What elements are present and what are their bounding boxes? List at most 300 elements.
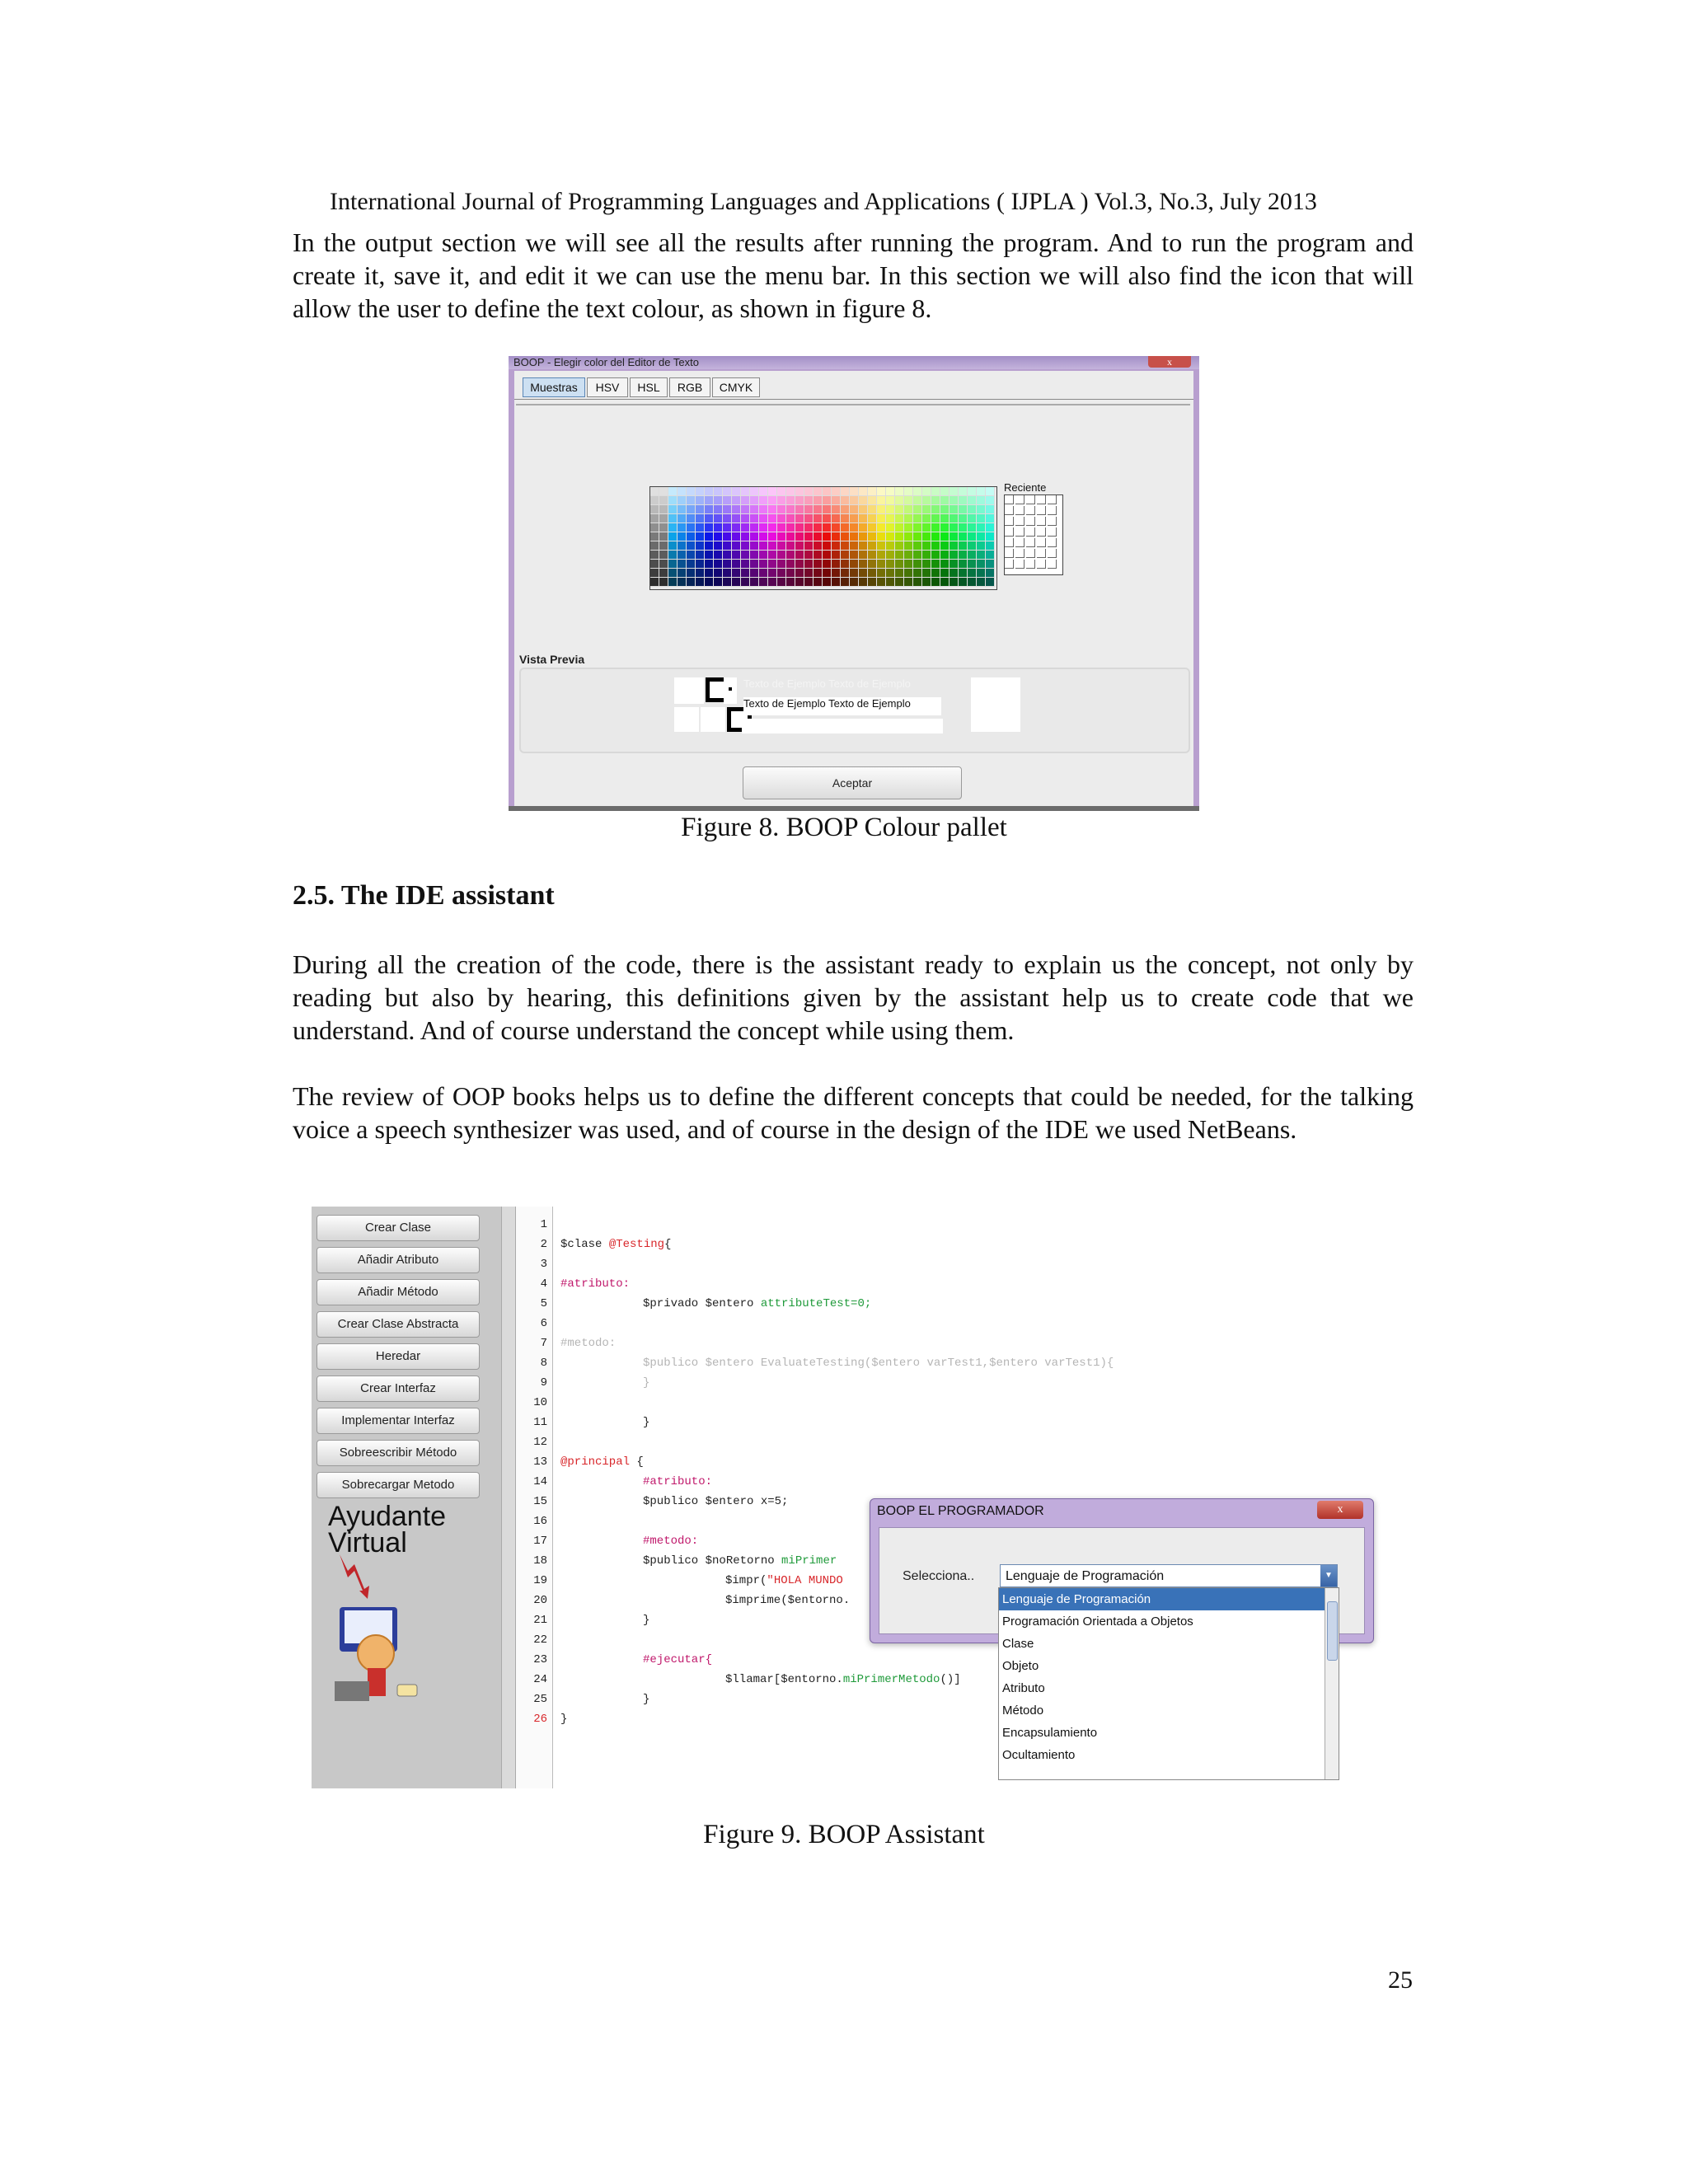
colour-swatch[interactable] (768, 514, 777, 523)
colour-swatch[interactable] (832, 578, 841, 587)
colour-swatch[interactable] (741, 487, 750, 496)
code-line-26[interactable]: } (560, 1713, 568, 1726)
colour-swatch[interactable] (895, 569, 904, 578)
colour-swatch[interactable] (886, 532, 895, 541)
colour-swatch[interactable] (977, 551, 986, 560)
colour-swatch[interactable] (705, 560, 714, 569)
colour-swatch[interactable] (940, 578, 950, 587)
colour-swatch[interactable] (668, 541, 678, 551)
colour-swatch[interactable] (823, 532, 832, 541)
colour-swatch[interactable] (868, 560, 877, 569)
colour-swatch[interactable] (940, 560, 950, 569)
colour-swatch[interactable] (832, 560, 841, 569)
colour-swatch[interactable] (895, 514, 904, 523)
colour-swatch[interactable] (904, 496, 913, 505)
colour-swatch[interactable] (823, 514, 832, 523)
colour-swatch[interactable] (968, 569, 977, 578)
colour-swatch[interactable] (877, 560, 886, 569)
colour-swatch[interactable] (768, 541, 777, 551)
colour-swatch[interactable] (886, 541, 895, 551)
colour-swatch[interactable] (823, 578, 832, 587)
colour-swatch[interactable] (795, 541, 804, 551)
colour-swatch[interactable] (968, 578, 977, 587)
colour-swatch[interactable] (823, 541, 832, 551)
colour-swatch[interactable] (741, 523, 750, 532)
colour-swatch[interactable] (678, 487, 687, 496)
dropdown-scrollbar[interactable] (1325, 1588, 1339, 1779)
colour-swatch[interactable] (687, 569, 696, 578)
colour-swatch[interactable] (804, 496, 814, 505)
colour-swatch[interactable] (732, 496, 741, 505)
colour-swatch[interactable] (777, 523, 786, 532)
colour-swatch[interactable] (678, 532, 687, 541)
colour-swatch[interactable] (877, 514, 886, 523)
colour-swatch[interactable] (668, 569, 678, 578)
colour-swatch[interactable] (723, 496, 732, 505)
colour-swatch[interactable] (768, 569, 777, 578)
colour-swatch[interactable] (741, 578, 750, 587)
code-line-5[interactable] (643, 1297, 871, 1310)
recent-swatch[interactable] (1048, 517, 1057, 526)
colour-swatch[interactable] (659, 505, 668, 514)
colour-swatch[interactable] (877, 487, 886, 496)
recent-swatch[interactable] (1015, 560, 1025, 569)
dropdown-option[interactable]: Encapsulamiento (1002, 1726, 1098, 1740)
colour-swatch[interactable] (741, 505, 750, 514)
colour-swatch[interactable] (668, 523, 678, 532)
close-icon[interactable]: x (1317, 1501, 1363, 1519)
colour-swatch[interactable] (650, 541, 659, 551)
colour-swatch[interactable] (759, 505, 768, 514)
colour-swatch[interactable] (795, 560, 804, 569)
colour-swatch[interactable] (696, 514, 705, 523)
colour-swatch[interactable] (886, 578, 895, 587)
create-abstract-class-button[interactable]: Crear Clase Abstracta (316, 1311, 480, 1338)
colour-swatch[interactable] (777, 541, 786, 551)
code-line-25[interactable]: } (643, 1693, 650, 1706)
colour-swatch[interactable] (650, 560, 659, 569)
colour-swatch[interactable] (650, 523, 659, 532)
colour-swatch[interactable] (659, 551, 668, 560)
colour-swatch[interactable] (940, 487, 950, 496)
colour-swatch[interactable] (786, 487, 795, 496)
colour-swatch[interactable] (714, 505, 723, 514)
colour-swatch[interactable] (886, 496, 895, 505)
dropdown-option[interactable]: Lenguaje de Programación (999, 1588, 1327, 1610)
recent-swatch[interactable] (1005, 538, 1014, 547)
recent-swatch[interactable] (1037, 560, 1046, 569)
colour-swatch[interactable] (823, 496, 832, 505)
colour-swatch[interactable] (977, 578, 986, 587)
colour-swatch[interactable] (886, 487, 895, 496)
colour-swatch[interactable] (868, 551, 877, 560)
recent-swatch[interactable] (1005, 506, 1014, 515)
colour-swatch[interactable] (741, 532, 750, 541)
colour-swatch[interactable] (895, 578, 904, 587)
code-line-2[interactable] (560, 1238, 671, 1251)
colour-swatch[interactable] (696, 487, 705, 496)
colour-swatch[interactable] (823, 505, 832, 514)
colour-swatch[interactable] (850, 578, 859, 587)
colour-swatch[interactable] (986, 523, 995, 532)
recent-swatch[interactable] (1048, 538, 1057, 547)
colour-swatch[interactable] (922, 514, 931, 523)
colour-swatch[interactable] (696, 569, 705, 578)
colour-swatch[interactable] (723, 532, 732, 541)
colour-swatch[interactable] (986, 496, 995, 505)
tab-muestras[interactable]: Muestras (523, 377, 585, 397)
colour-swatch[interactable] (922, 578, 931, 587)
colour-swatch[interactable] (759, 523, 768, 532)
colour-swatch[interactable] (668, 551, 678, 560)
colour-swatch[interactable] (868, 523, 877, 532)
colour-swatch[interactable] (678, 541, 687, 551)
colour-swatch[interactable] (940, 532, 950, 541)
colour-swatch[interactable] (832, 487, 841, 496)
dropdown-option[interactable]: Atributo (1002, 1681, 1045, 1695)
colour-swatch[interactable] (940, 541, 950, 551)
colour-swatch[interactable] (850, 560, 859, 569)
colour-swatch[interactable] (696, 551, 705, 560)
colour-swatch[interactable] (841, 569, 850, 578)
recent-swatch[interactable] (1026, 549, 1035, 558)
colour-swatch[interactable] (977, 514, 986, 523)
colour-swatch[interactable] (696, 578, 705, 587)
colour-swatch[interactable] (931, 578, 940, 587)
colour-swatch[interactable] (650, 514, 659, 523)
colour-swatch[interactable] (723, 487, 732, 496)
recent-swatch[interactable] (1037, 538, 1046, 547)
colour-swatch[interactable] (868, 505, 877, 514)
colour-swatch[interactable] (814, 514, 823, 523)
colour-swatch[interactable] (804, 560, 814, 569)
colour-swatch[interactable] (950, 560, 959, 569)
colour-swatch[interactable] (895, 505, 904, 514)
add-method-button[interactable]: Añadir Método (316, 1279, 480, 1305)
recent-swatch[interactable] (1048, 506, 1057, 515)
colour-swatch[interactable] (659, 578, 668, 587)
colour-swatch[interactable] (768, 496, 777, 505)
colour-swatch[interactable] (696, 560, 705, 569)
colour-swatch[interactable] (659, 523, 668, 532)
colour-swatch[interactable] (950, 532, 959, 541)
colour-swatch[interactable] (668, 514, 678, 523)
colour-swatch[interactable] (668, 578, 678, 587)
colour-swatch[interactable] (968, 551, 977, 560)
colour-swatch[interactable] (750, 578, 759, 587)
colour-swatch[interactable] (659, 560, 668, 569)
recent-swatch[interactable] (1037, 549, 1046, 558)
colour-swatch[interactable] (705, 496, 714, 505)
colour-swatch[interactable] (804, 514, 814, 523)
colour-swatch[interactable] (977, 505, 986, 514)
colour-swatch[interactable] (723, 505, 732, 514)
colour-swatch[interactable] (977, 532, 986, 541)
colour-swatch[interactable] (868, 496, 877, 505)
colour-swatch[interactable] (759, 560, 768, 569)
colour-swatch[interactable] (804, 551, 814, 560)
colour-swatch[interactable] (868, 578, 877, 587)
tab-hsl[interactable]: HSL (630, 377, 668, 397)
colour-swatch[interactable] (768, 578, 777, 587)
colour-swatch[interactable] (832, 532, 841, 541)
colour-swatch[interactable] (841, 532, 850, 541)
colour-swatch[interactable] (750, 569, 759, 578)
colour-swatch[interactable] (732, 532, 741, 541)
colour-swatch[interactable] (650, 569, 659, 578)
colour-swatch[interactable] (750, 514, 759, 523)
colour-swatch[interactable] (959, 532, 968, 541)
colour-swatch[interactable] (986, 514, 995, 523)
colour-swatch[interactable] (968, 514, 977, 523)
colour-swatch[interactable] (705, 487, 714, 496)
colour-swatch[interactable] (859, 578, 868, 587)
colour-swatch[interactable] (696, 532, 705, 541)
implement-interface-button[interactable]: Implementar Interfaz (316, 1408, 480, 1434)
colour-swatch[interactable] (678, 560, 687, 569)
colour-swatch[interactable] (832, 514, 841, 523)
colour-swatch[interactable] (705, 578, 714, 587)
scrollbar-thumb[interactable] (1327, 1601, 1338, 1661)
colour-swatch[interactable] (768, 560, 777, 569)
colour-swatch[interactable] (759, 569, 768, 578)
colour-swatch[interactable] (795, 496, 804, 505)
chevron-down-icon[interactable]: ▼ (1320, 1565, 1337, 1586)
colour-swatch[interactable] (850, 505, 859, 514)
colour-swatch[interactable] (832, 523, 841, 532)
colour-swatch[interactable] (922, 532, 931, 541)
colour-swatch[interactable] (968, 496, 977, 505)
colour-swatch[interactable] (850, 487, 859, 496)
colour-swatch[interactable] (687, 496, 696, 505)
colour-swatch[interactable] (777, 496, 786, 505)
colour-swatch[interactable] (868, 541, 877, 551)
colour-swatch[interactable] (986, 541, 995, 551)
colour-swatch[interactable] (895, 487, 904, 496)
colour-swatch[interactable] (750, 505, 759, 514)
colour-swatch[interactable] (732, 560, 741, 569)
colour-swatch[interactable] (886, 569, 895, 578)
colour-swatch[interactable] (705, 523, 714, 532)
colour-swatch[interactable] (750, 487, 759, 496)
colour-swatch[interactable] (696, 523, 705, 532)
code-line-15[interactable]: $publico $entero x=5; (643, 1495, 789, 1508)
colour-swatch[interactable] (986, 505, 995, 514)
colour-swatch[interactable] (931, 514, 940, 523)
colour-swatch[interactable] (977, 541, 986, 551)
colour-swatch[interactable] (977, 523, 986, 532)
colour-swatch[interactable] (723, 541, 732, 551)
colour-swatch[interactable] (786, 496, 795, 505)
dropdown-option[interactable]: Programación Orientada a Objetos (1002, 1615, 1193, 1629)
code-line-14[interactable]: #atributo: (643, 1475, 713, 1488)
code-line-19[interactable] (725, 1574, 843, 1587)
colour-swatch[interactable] (768, 532, 777, 541)
colour-swatch[interactable] (732, 487, 741, 496)
colour-swatch[interactable] (814, 541, 823, 551)
colour-swatch[interactable] (940, 514, 950, 523)
colour-swatch[interactable] (741, 569, 750, 578)
colour-swatch[interactable] (950, 514, 959, 523)
colour-swatch[interactable] (931, 551, 940, 560)
colour-swatch[interactable] (859, 505, 868, 514)
colour-swatch[interactable] (795, 532, 804, 541)
colour-swatch[interactable] (668, 505, 678, 514)
colour-swatch[interactable] (868, 532, 877, 541)
colour-swatch[interactable] (950, 523, 959, 532)
colour-swatch[interactable] (714, 523, 723, 532)
colour-swatch[interactable] (959, 496, 968, 505)
colour-swatch[interactable] (687, 487, 696, 496)
colour-swatch[interactable] (841, 578, 850, 587)
colour-swatch[interactable] (687, 578, 696, 587)
colour-swatch[interactable] (868, 514, 877, 523)
colour-swatch[interactable] (832, 569, 841, 578)
colour-swatch[interactable] (786, 541, 795, 551)
colour-swatch[interactable] (705, 541, 714, 551)
colour-swatch[interactable] (977, 496, 986, 505)
colour-swatch[interactable] (786, 560, 795, 569)
colour-swatch[interactable] (714, 514, 723, 523)
colour-swatch[interactable] (922, 487, 931, 496)
colour-swatch[interactable] (850, 569, 859, 578)
colour-swatch[interactable] (904, 532, 913, 541)
colour-swatch[interactable] (859, 551, 868, 560)
colour-swatch[interactable] (931, 523, 940, 532)
colour-swatch[interactable] (777, 532, 786, 541)
recent-swatch[interactable] (1048, 560, 1057, 569)
colour-swatch[interactable] (705, 551, 714, 560)
colour-swatch[interactable] (922, 569, 931, 578)
colour-swatch[interactable] (913, 541, 922, 551)
close-icon[interactable]: x (1148, 356, 1191, 368)
colour-swatch[interactable] (705, 532, 714, 541)
tab-cmyk[interactable]: CMYK (712, 377, 760, 397)
colour-swatch[interactable] (768, 523, 777, 532)
colour-swatch[interactable] (959, 569, 968, 578)
colour-swatch[interactable] (850, 541, 859, 551)
colour-swatch[interactable] (986, 560, 995, 569)
colour-swatch[interactable] (795, 523, 804, 532)
colour-swatch[interactable] (931, 505, 940, 514)
colour-swatch[interactable] (750, 560, 759, 569)
concept-select[interactable] (1000, 1564, 1338, 1587)
colour-swatch[interactable] (777, 560, 786, 569)
colour-swatch[interactable] (687, 551, 696, 560)
recent-swatch[interactable] (1005, 549, 1014, 558)
colour-swatch[interactable] (804, 532, 814, 541)
colour-swatch[interactable] (931, 487, 940, 496)
colour-swatch[interactable] (841, 560, 850, 569)
colour-swatch[interactable] (859, 523, 868, 532)
colour-swatch[interactable] (841, 551, 850, 560)
colour-swatch[interactable] (777, 578, 786, 587)
colour-swatch[interactable] (895, 541, 904, 551)
colour-swatch[interactable] (795, 569, 804, 578)
recent-swatch[interactable] (1005, 517, 1014, 526)
colour-swatch[interactable] (668, 487, 678, 496)
colour-swatch[interactable] (687, 541, 696, 551)
colour-swatch[interactable] (678, 523, 687, 532)
tab-hsv[interactable]: HSV (587, 377, 628, 397)
colour-swatch[interactable] (814, 569, 823, 578)
colour-swatch[interactable] (886, 514, 895, 523)
colour-swatch[interactable] (786, 569, 795, 578)
colour-swatch[interactable] (931, 560, 940, 569)
colour-swatch[interactable] (913, 532, 922, 541)
recent-swatch[interactable] (1015, 549, 1025, 558)
colour-swatch[interactable] (714, 487, 723, 496)
colour-swatch[interactable] (841, 487, 850, 496)
colour-swatch[interactable] (750, 532, 759, 541)
colour-swatch[interactable] (931, 532, 940, 541)
colour-swatch[interactable] (950, 505, 959, 514)
colour-swatch[interactable] (895, 532, 904, 541)
colour-swatch[interactable] (904, 551, 913, 560)
colour-swatch[interactable] (977, 487, 986, 496)
code-line-11[interactable]: } (643, 1416, 650, 1429)
colour-swatch[interactable] (804, 541, 814, 551)
colour-swatch[interactable] (877, 569, 886, 578)
recent-swatch[interactable] (1026, 527, 1035, 537)
colour-swatch[interactable] (968, 532, 977, 541)
colour-swatch[interactable] (659, 487, 668, 496)
colour-swatch[interactable] (832, 505, 841, 514)
colour-swatch[interactable] (832, 541, 841, 551)
colour-swatch[interactable] (959, 505, 968, 514)
code-line-17[interactable]: #metodo: (643, 1535, 699, 1548)
colour-swatch[interactable] (804, 578, 814, 587)
colour-swatch[interactable] (814, 523, 823, 532)
colour-swatch[interactable] (832, 551, 841, 560)
colour-swatch[interactable] (768, 505, 777, 514)
colour-swatch[interactable] (922, 496, 931, 505)
colour-swatch[interactable] (832, 496, 841, 505)
colour-swatch[interactable] (687, 532, 696, 541)
colour-swatch[interactable] (750, 551, 759, 560)
colour-swatch[interactable] (877, 496, 886, 505)
colour-swatch[interactable] (968, 487, 977, 496)
dropdown-option[interactable]: Objeto (1002, 1659, 1039, 1673)
colour-swatch[interactable] (968, 560, 977, 569)
colour-swatch[interactable] (723, 569, 732, 578)
colour-swatch[interactable] (696, 496, 705, 505)
colour-swatch[interactable] (931, 496, 940, 505)
recent-swatch[interactable] (1048, 495, 1057, 504)
colour-swatch[interactable] (859, 496, 868, 505)
colour-swatch[interactable] (696, 541, 705, 551)
recent-swatch[interactable] (1037, 527, 1046, 537)
colour-swatch[interactable] (759, 551, 768, 560)
dropdown-option[interactable]: Ocultamiento (1002, 1748, 1076, 1762)
code-line-8[interactable]: $publico $entero EvaluateTesting($entero varTest1,$entero varTest1){ (643, 1357, 1114, 1370)
colour-swatch[interactable] (804, 569, 814, 578)
code-line-23[interactable]: #ejecutar{ (643, 1653, 713, 1666)
colour-swatch[interactable] (904, 578, 913, 587)
colour-swatch[interactable] (732, 514, 741, 523)
colour-swatch[interactable] (823, 560, 832, 569)
colour-swatch[interactable] (859, 541, 868, 551)
colour-swatch[interactable] (659, 569, 668, 578)
colour-swatch[interactable] (877, 523, 886, 532)
colour-swatch[interactable] (859, 569, 868, 578)
colour-swatch[interactable] (859, 487, 868, 496)
colour-swatch[interactable] (922, 541, 931, 551)
colour-swatch[interactable] (850, 496, 859, 505)
colour-swatch[interactable] (786, 505, 795, 514)
recent-swatch[interactable] (1015, 506, 1025, 515)
colour-swatch[interactable] (678, 569, 687, 578)
